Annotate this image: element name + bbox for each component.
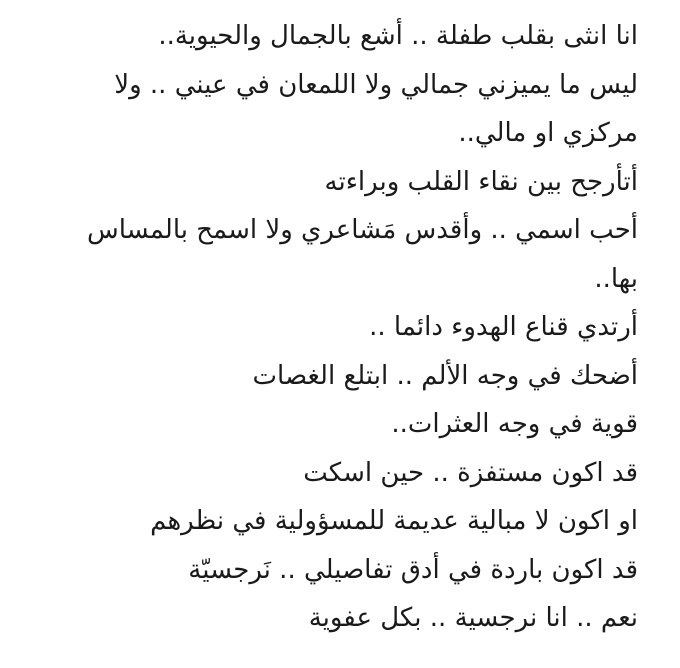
text-line-11: او اكون لا مبالية عديمة للمسؤولية في نظرهم (150, 506, 638, 536)
text-line-6: بها.. (594, 264, 638, 294)
text-line-7: أرتدي قناع الهدوء دائما .. (369, 312, 638, 342)
text-line-1: انا انثى بقلب طفلة .. أشع بالجمال والحيوية.. (158, 21, 638, 51)
text-line-3: مركزي او مالي.. (458, 118, 638, 148)
text-line-2: ليس ما يميزني جمالي ولا اللمعان في عيني .. ولا (114, 70, 638, 100)
text-line-4: أتأرجح بين نقاء القلب وبراءته (324, 167, 638, 197)
text-line-13: نعم .. انا نرجسية .. بكل عفوية (308, 603, 638, 633)
text-line-5: أحب اسمي .. وأقدس مَشاعري ولا اسمح بالمساس (87, 215, 638, 245)
text-line-9: قوية في وجه العثرات.. (391, 409, 638, 439)
text-line-12: قد اكون باردة في أدق تفاصيلي .. نَرجسيّة (188, 555, 638, 585)
text-line-10: قد اكون مستفزة .. حين اسكت (303, 458, 638, 488)
text-line-8: أضحك في وجه الألم .. ابتلع الغصات (252, 361, 638, 391)
